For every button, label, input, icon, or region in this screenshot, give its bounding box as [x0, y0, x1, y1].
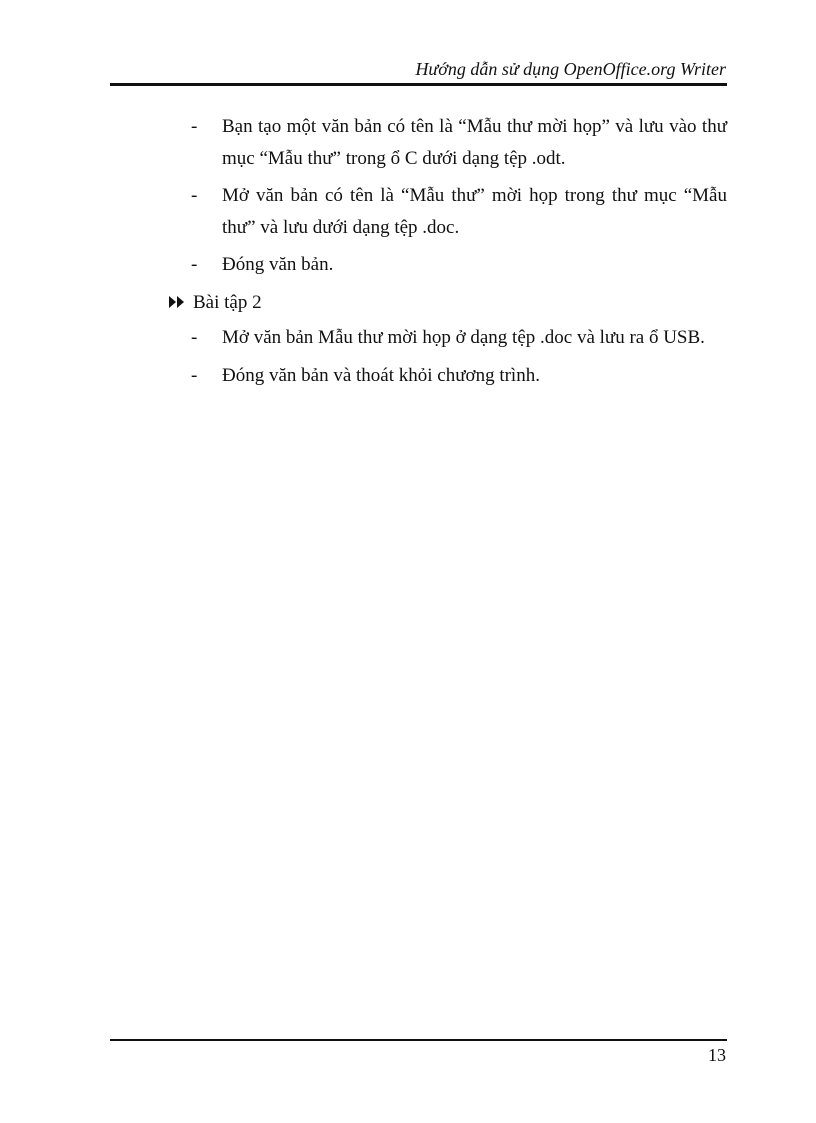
bullet-dash: -: [191, 327, 198, 348]
double-arrow-right-icon: [169, 295, 185, 309]
list-item: [186, 180, 727, 243]
list-item-text: Mở văn bản Mẫu thư mời họp ở dạng tệp .doc và lưu ra ổ USB.: [222, 327, 705, 348]
list-item-text: Đóng văn bản và thoát khỏi chương trình.: [222, 364, 540, 386]
bullet-dash: -: [191, 185, 198, 206]
bullet-dash: -: [191, 254, 198, 275]
bullet-dash: -: [191, 116, 198, 137]
bullet-dash: -: [191, 364, 198, 386]
header-rule: [110, 83, 727, 86]
list-item-text: Mở văn bản có tên là “Mẫu thư” mời họp trong thư mục “Mẫu thư” và lưu dưới dạng tệp .doc.: [222, 185, 727, 238]
page-header-title: Hướng dẫn sử dụng OpenOffice.org Writer: [415, 59, 726, 79]
list-item-text: Bạn tạo một văn bản có tên là “Mẫu thư mời họp” và lưu vào thư mục “Mẫu thư” trong ổ C dưới dạng tệp .odt.: [222, 116, 727, 169]
page-content: [186, 111, 727, 397]
exercise-title: Bài tập 2: [193, 291, 262, 313]
list-item: [186, 249, 727, 281]
list-item-text: Đóng văn bản.: [222, 254, 334, 275]
footer-rule: [110, 1039, 727, 1041]
exercise-heading: [169, 287, 727, 319]
list-item: [186, 111, 727, 174]
page-number: 13: [708, 1045, 726, 1065]
list-item: [186, 322, 727, 354]
list-item: [186, 360, 727, 392]
